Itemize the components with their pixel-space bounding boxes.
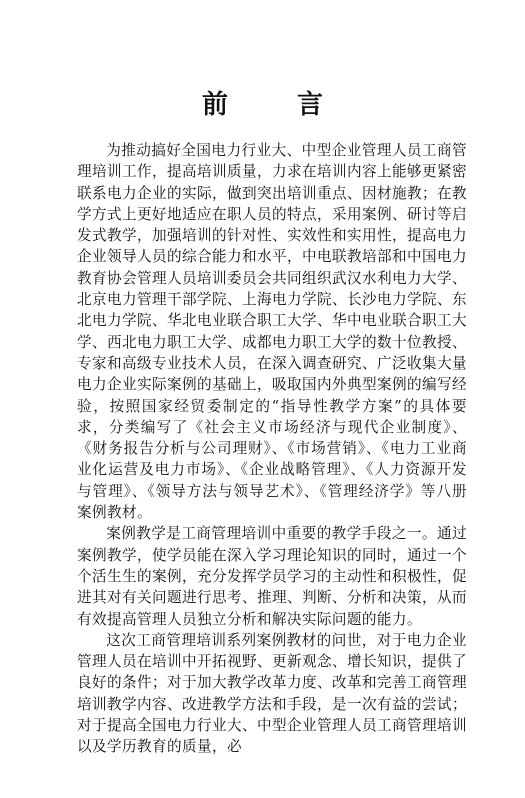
paragraph-3: 这次工商管理培训系列案例教材的问世，对于电力企业管理人员在培训中开拓视野、更新观念、增长知识，提供了良好的条件；对于加大教学改革力度、改革和完善工商管理培训教学内容、改进教学方法和手段，是一次有益的尝试；对于提高全国电力行业大、中型企业管理人员工商管理培训以及学历教育的质量，必: [77, 631, 467, 756]
body-text: [77, 140, 467, 758]
page-title: 前 言: [201, 90, 354, 120]
paragraph-1: 为推动搞好全国电力行业大、中型企业管理人员工商管理培训工作，提高培训质量，力求在培训内容上能够更紧密联系电力企业的实际，做到突出培训重点、因材施教；在教学方式上更好地适应在职人员的特点，采用案例、研讨等启发式教学，加强培训的针对性、实效性和实用性，提高电力企业领导人员的综合能力和水平，中电联教培部和中国电力教育协会管理人员培训委员会共同组织武汉水利电力大学、北京电力管理干部学院、上海电力学院、长沙电力学院、东北电力学院、华北电业联合职工大学、华中电业联合职工大学、西北电力职工大学、成都电力职工大学的数十位教授、专家和高级专业技术人员，在深入调查研究、广泛收集大量电力企业实际案例的基础上，吸取国内外典型案例的编写经验，按照国家经贸委制定的“指导性教学方案”的具体要求，分类编写了《社会主义市场经济与现代企业制度》、《财务报告分析与公司理财》、《市场营销》、《电力工业商业化运营及电力市场》、《企业战略管理》、《人力资源开发与管理》、《领导方法与领导艺术》、《管理经济学》等八册案例教材。: [77, 142, 467, 522]
paragraph-2: 案例教学是工商管理培训中重要的教学手段之一。通过案例教学，使学员能在深入学习理论知识的同时，通过一个个活生生的案例，充分发挥学员学习的主动性和积极性，促进其对有关问题进行思考、推理、判断、分析和决策，从而有效提高管理人员独立分析和解决实际问题的能力。: [77, 525, 467, 628]
